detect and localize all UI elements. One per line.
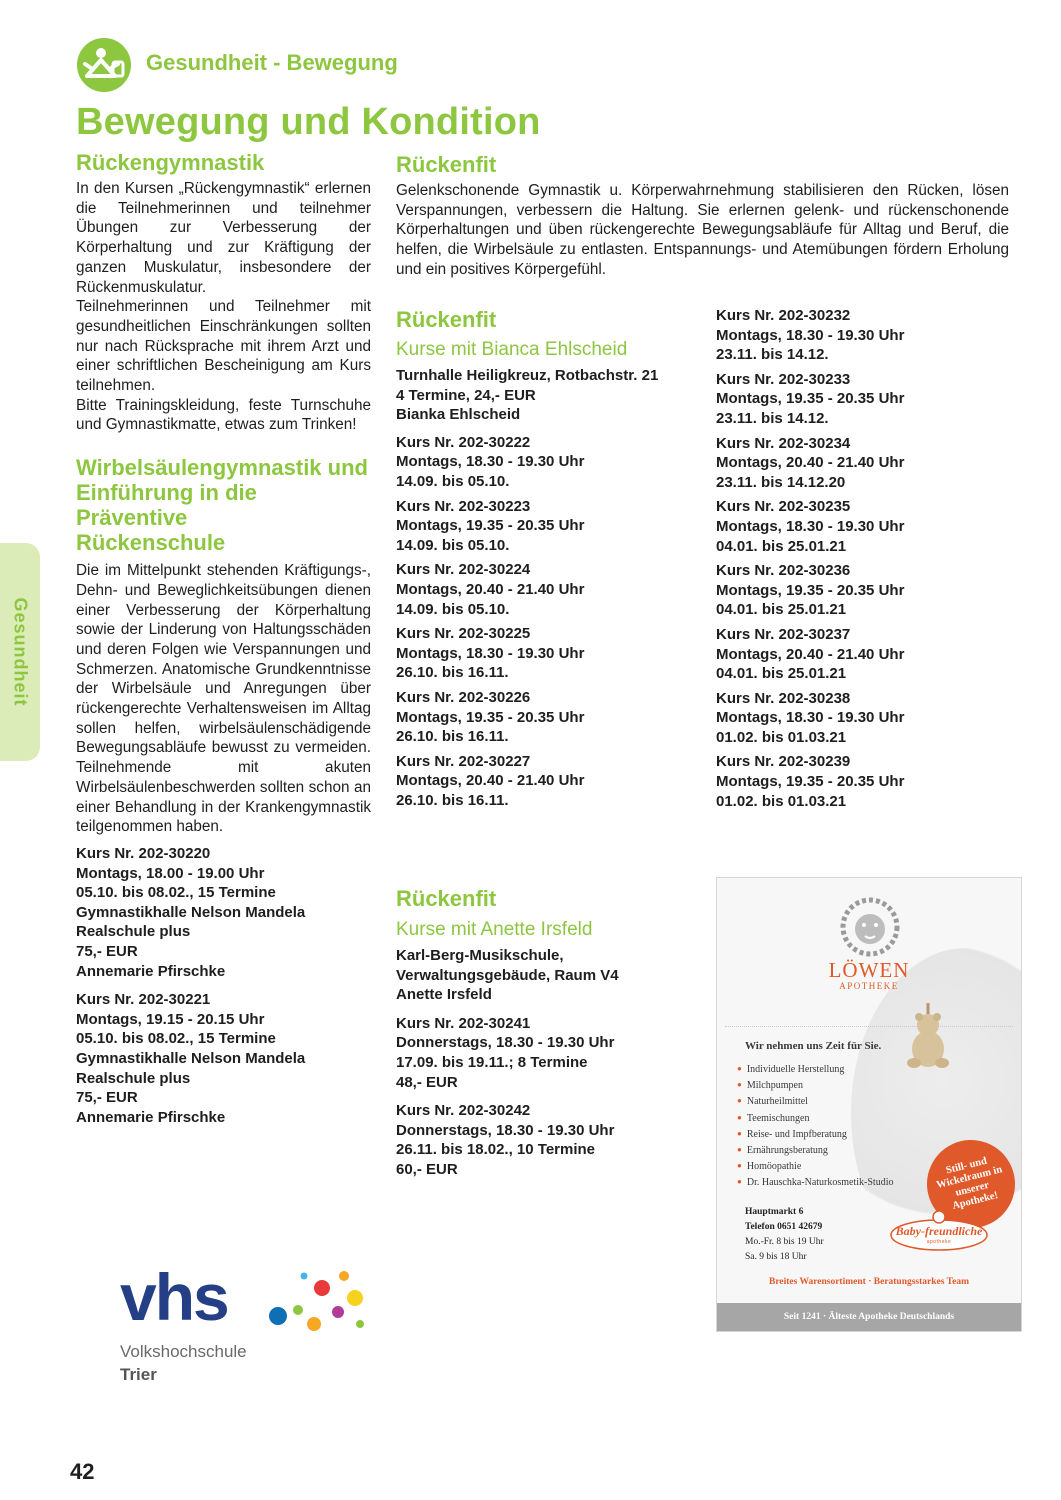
course-line: Kurs Nr. 202-30220 bbox=[76, 844, 211, 862]
course-block bbox=[396, 624, 696, 683]
info-line: Turnhalle Heiligkreuz, Rotbachstr. 21 bbox=[396, 367, 659, 384]
course-line: Montags, 19.35 - 20.35 Uhr bbox=[716, 773, 905, 791]
section-person-icon bbox=[77, 38, 131, 92]
course-block bbox=[716, 561, 1016, 620]
course-line: Montags, 19.15 - 20.15 Uhr bbox=[76, 1010, 265, 1028]
rueckenfit-bianca bbox=[396, 307, 696, 810]
course-line: 04.01. bis 25.01.21 bbox=[716, 665, 847, 683]
wirbelsaeule-heading-line: Rückenschule bbox=[76, 530, 226, 556]
course-block bbox=[716, 434, 1016, 493]
left-column bbox=[76, 150, 371, 1127]
course-block bbox=[76, 990, 371, 1127]
course-line: Montags, 20.40 - 21.40 Uhr bbox=[396, 580, 585, 598]
service-item: ● Teemischungen bbox=[737, 1111, 893, 1127]
ad-hours: Mo.-Fr. 8 bis 19 Uhr bbox=[745, 1237, 824, 1247]
course-line: Kurs Nr. 202-30221 bbox=[76, 991, 211, 1009]
course-line: Kurs Nr. 202-30234 bbox=[716, 434, 851, 452]
service-item: ● Naturheilmittel bbox=[737, 1094, 893, 1110]
course-line: 01.02. bis 01.03.21 bbox=[716, 728, 847, 746]
rueckenfit-intro-text: Gelenkschonende Gymnastik u. Körperwahrnehmung stabilisieren den Rücken, lösen Verspannungen, verbessern die Haltung. Sie erlernen gelenk- und rückenschonende Körperhaltungen und üben rückengerechte Bewegungsabläufe für Alltag und Beruf, die helfen, die Wirbelsäule zu entlasten. Entspannungs- und Atemübungen fördern Erholung und ein positives Körpergefühl. bbox=[396, 182, 1009, 278]
course-block bbox=[396, 497, 696, 556]
ad-address: Hauptmarkt 6 bbox=[745, 1207, 804, 1217]
course-line: Montags, 18.30 - 19.30 Uhr bbox=[716, 326, 905, 344]
course-block bbox=[396, 752, 696, 811]
course-line: Montags, 19.35 - 20.35 Uhr bbox=[396, 708, 585, 726]
course-line: Kurs Nr. 202-30227 bbox=[396, 752, 531, 770]
course-line: Kurs Nr. 202-30223 bbox=[396, 497, 531, 515]
service-item: ● Individuelle Herstellung bbox=[737, 1062, 893, 1078]
course-block bbox=[396, 1014, 696, 1092]
wirbelsaeule-heading bbox=[76, 455, 371, 555]
course-line: 48,- EUR bbox=[396, 1073, 458, 1091]
service-item: ● Homöopathie bbox=[737, 1159, 893, 1175]
course-line: Montags, 18.00 - 19.00 Uhr bbox=[76, 864, 265, 882]
service-item: ● Milchpumpen bbox=[737, 1078, 893, 1094]
course-line: 23.11. bis 14.12.20 bbox=[716, 473, 846, 491]
baby-friendly-sub: apotheke bbox=[926, 1239, 952, 1245]
course-line: Realschule plus bbox=[76, 923, 191, 941]
rueckenfit-intro bbox=[396, 152, 1009, 280]
course-block bbox=[716, 497, 1016, 556]
course-line: Kurs Nr. 202-30235 bbox=[716, 498, 851, 516]
course-block bbox=[396, 433, 696, 492]
course-line: Montags, 19.35 - 20.35 Uhr bbox=[716, 390, 905, 408]
ad-hours: Sa. 9 bis 18 Uhr bbox=[745, 1252, 807, 1262]
course-line: Annemarie Pfirschke bbox=[76, 962, 226, 980]
rueckengymnastik-text bbox=[76, 179, 371, 435]
course-line: Montags, 18.30 - 19.30 Uhr bbox=[396, 644, 585, 662]
course-block bbox=[396, 560, 696, 619]
ad-slogan: Breites Warensortiment · Beratungsstarkes Team bbox=[768, 1277, 970, 1287]
vhs-name: Volkshochschule bbox=[120, 1342, 247, 1361]
course-line: Donnerstags, 18.30 - 19.30 Uhr bbox=[396, 1034, 615, 1052]
info-line: Karl-Berg-Musikschule, bbox=[396, 947, 564, 964]
course-line: 14.09. bis 05.10. bbox=[396, 472, 510, 490]
dotted-divider bbox=[725, 996, 1013, 1027]
rueckengymnastik-heading: Rückengymnastik bbox=[76, 150, 265, 175]
course-block bbox=[716, 689, 1016, 748]
course-line: Kurs Nr. 202-30242 bbox=[396, 1102, 531, 1120]
course-line: Kurs Nr. 202-30238 bbox=[716, 689, 851, 707]
course-line: Gymnastikhalle Nelson Mandela bbox=[76, 903, 306, 921]
side-tab-label: Gesundheit bbox=[10, 597, 31, 707]
pharmacy-ad[interactable] bbox=[716, 877, 1022, 1332]
teddy-bear-icon bbox=[902, 1003, 954, 1071]
course-block bbox=[716, 752, 1016, 811]
course-line: Kurs Nr. 202-30225 bbox=[396, 625, 531, 643]
rueckenfit-bianca-info bbox=[396, 366, 696, 425]
course-line: Montags, 20.40 - 21.40 Uhr bbox=[396, 772, 585, 790]
vhs-logo[interactable] bbox=[120, 1262, 370, 1392]
rueckenfit-anette bbox=[396, 886, 696, 1180]
pharmacy-brand-sub: APOTHEKE bbox=[839, 981, 899, 991]
baby-friendly-text: Baby-freundliche bbox=[895, 1224, 983, 1238]
course-line: Gymnastikhalle Nelson Mandela bbox=[76, 1049, 306, 1067]
service-list bbox=[737, 1062, 893, 1192]
course-line: Montags, 18.30 - 19.30 Uhr bbox=[716, 709, 905, 727]
course-block bbox=[76, 844, 371, 981]
course-line: 04.01. bis 25.01.21 bbox=[716, 537, 847, 555]
course-line: 17.09. bis 19.11.; 8 Termine bbox=[396, 1053, 588, 1071]
course-line: 14.09. bis 05.10. bbox=[396, 600, 510, 618]
course-line: Montags, 20.40 - 21.40 Uhr bbox=[716, 645, 905, 663]
course-line: Kurs Nr. 202-30236 bbox=[716, 562, 851, 580]
rueckenfit-intro-heading: Rückenfit bbox=[396, 152, 497, 177]
course-line: 26.10. bis 16.11. bbox=[396, 791, 509, 809]
rueckenfit-anette-info bbox=[396, 946, 696, 1005]
course-block bbox=[716, 625, 1016, 684]
ad-contact bbox=[745, 1205, 824, 1265]
vhs-city: Trier bbox=[120, 1365, 157, 1384]
course-line: Montags, 18.30 - 19.30 Uhr bbox=[716, 517, 905, 535]
course-line: Kurs Nr. 202-30237 bbox=[716, 625, 851, 643]
rueckengymnastik-paragraph-3: Bitte Trainingskleidung, feste Turnschuhe und Gymnastikmatte, etwas zum Trinken! bbox=[76, 396, 371, 434]
course-line: 75,- EUR bbox=[76, 942, 138, 960]
course-line: 23.11. bis 14.12. bbox=[716, 409, 829, 427]
wirbelsaeule-heading-line: Einführung in die Präventive bbox=[76, 480, 257, 531]
course-line: Annemarie Pfirschke bbox=[76, 1108, 226, 1126]
wirbelsaeule-heading-line: Wirbelsäulengymnastik und bbox=[76, 455, 368, 481]
section-label: Gesundheit - Bewegung bbox=[146, 50, 398, 75]
course-line: Montags, 18.30 - 19.30 Uhr bbox=[396, 453, 585, 471]
service-item: ● Dr. Hauschka-Naturkosmetik-Studio bbox=[737, 1175, 893, 1191]
wirbelsaeule-text: Die im Mittelpunkt stehenden Kräftigungs-, Dehn- und Beweglichkeitsübungen dienen einer Verbesserung der Körperhaltung sowie der Linderung von Haltungsschäden und deren Folgen wie Verspannungen und Schmerzen. Anatomische Grundkenntnisse der Wirbelsäule und Anregungen über rückengerechte Verhaltensweisen im Alltag sollen helfen, wirbelsäulenschädigende Bewegungsabläufe bewusst zu vermeiden. Teilnehmende mit akuten Wirbelsäulenbeschwerden sollten schon an einer Behandlung in der Krankengymnastik teilgenommen haben. bbox=[76, 562, 371, 836]
course-line: 26.11. bis 18.02., 10 Termine bbox=[396, 1141, 596, 1159]
course-line: 75,- EUR bbox=[76, 1089, 138, 1107]
lion-logo-icon bbox=[839, 896, 901, 962]
course-line: Montags, 19.35 - 20.35 Uhr bbox=[396, 517, 585, 535]
vhs-wordmark: vhs bbox=[120, 1260, 228, 1334]
course-line: 26.10. bis 16.11. bbox=[396, 664, 509, 682]
nursing-room-badge-text: Still- und Wickelraum in unserer Apotheke! bbox=[935, 1155, 1004, 1212]
course-line: Kurs Nr. 202-30224 bbox=[396, 561, 531, 579]
service-item: ● Ernährungsberatung bbox=[737, 1143, 893, 1159]
course-line: 04.01. bis 25.01.21 bbox=[716, 601, 847, 619]
pharmacy-brand: LÖWEN bbox=[828, 958, 910, 982]
rueckenfit-anette-subheading: Kurse mit Anette Irsfeld bbox=[396, 919, 593, 940]
info-line: Bianka Ehlscheid bbox=[396, 406, 521, 424]
course-line: Realschule plus bbox=[76, 1069, 191, 1087]
course-line: Kurs Nr. 202-30233 bbox=[716, 370, 851, 388]
rueckenfit-bianca-subheading: Kurse mit Bianca Ehlscheid bbox=[396, 339, 628, 360]
course-line: Donnerstags, 18.30 - 19.30 Uhr bbox=[396, 1121, 615, 1139]
side-tab bbox=[0, 543, 40, 761]
course-line: 14.09. bis 05.10. bbox=[396, 536, 510, 554]
course-line: 05.10. bis 08.02., 15 Termine bbox=[76, 884, 276, 902]
course-line: Kurs Nr. 202-30232 bbox=[716, 307, 851, 324]
course-line: Montags, 20.40 - 21.40 Uhr bbox=[716, 454, 905, 472]
rueckengymnastik-paragraph-2: Teilnehmerinnen und Teilnehmer mit gesundheitlichen Einschränkungen sollten nur nach Rücksprache mit ihrem Arzt und einer schriftlichen Bescheinigung am Kurs teilnehmen. bbox=[76, 298, 371, 395]
info-line: 4 Termine, 24,- EUR bbox=[396, 386, 536, 404]
info-line: Anette Irsfeld bbox=[396, 986, 492, 1004]
page-title: Bewegung und Kondition bbox=[76, 101, 541, 143]
ad-phone: Telefon 0651 42679 bbox=[745, 1222, 823, 1232]
course-block bbox=[396, 688, 696, 747]
page-number: 42 bbox=[70, 1459, 95, 1484]
course-line: 23.11. bis 14.12. bbox=[716, 346, 829, 364]
course-block bbox=[716, 370, 1016, 429]
course-line: 01.02. bis 01.03.21 bbox=[716, 792, 847, 810]
course-block bbox=[716, 306, 1016, 365]
info-line: Verwaltungsgebäude, Raum V4 bbox=[396, 966, 619, 984]
colored-dots-icon bbox=[262, 1266, 366, 1334]
course-line: Kurs Nr. 202-30226 bbox=[396, 688, 531, 706]
course-line: Kurs Nr. 202-30239 bbox=[716, 753, 851, 771]
rueckengymnastik-paragraph-1: In den Kursen „Rückengymnastik“ erlernen die Teilnehmerinnen und teilnehmer Übungen zur Verbesserung der Körperhaltung und zur Kräftigung der ganzen Muskulatur, insbesondere der Rückenmuskulatur. bbox=[76, 180, 371, 296]
course-line: Kurs Nr. 202-30222 bbox=[396, 433, 531, 451]
course-line: 05.10. bis 08.02., 15 Termine bbox=[76, 1030, 276, 1048]
course-line: Montags, 19.35 - 20.35 Uhr bbox=[716, 581, 905, 599]
rueckenfit-bianca-col2 bbox=[716, 306, 1016, 811]
course-line: 26.10. bis 16.11. bbox=[396, 728, 509, 746]
ad-tagline: Wir nehmen uns Zeit für Sie. bbox=[745, 1040, 882, 1052]
course-line: Kurs Nr. 202-30241 bbox=[396, 1014, 531, 1032]
rueckenfit-bianca-heading: Rückenfit bbox=[396, 307, 497, 332]
rueckenfit-anette-heading: Rückenfit bbox=[396, 886, 497, 911]
service-item: ● Reise- und Impfberatung bbox=[737, 1127, 893, 1143]
baby-friendly-badge bbox=[889, 1208, 989, 1254]
course-line: 60,- EUR bbox=[396, 1160, 458, 1178]
course-block bbox=[396, 1101, 696, 1179]
ad-footer: Seit 1241 · Älteste Apotheke Deutschlands bbox=[717, 1303, 1021, 1331]
